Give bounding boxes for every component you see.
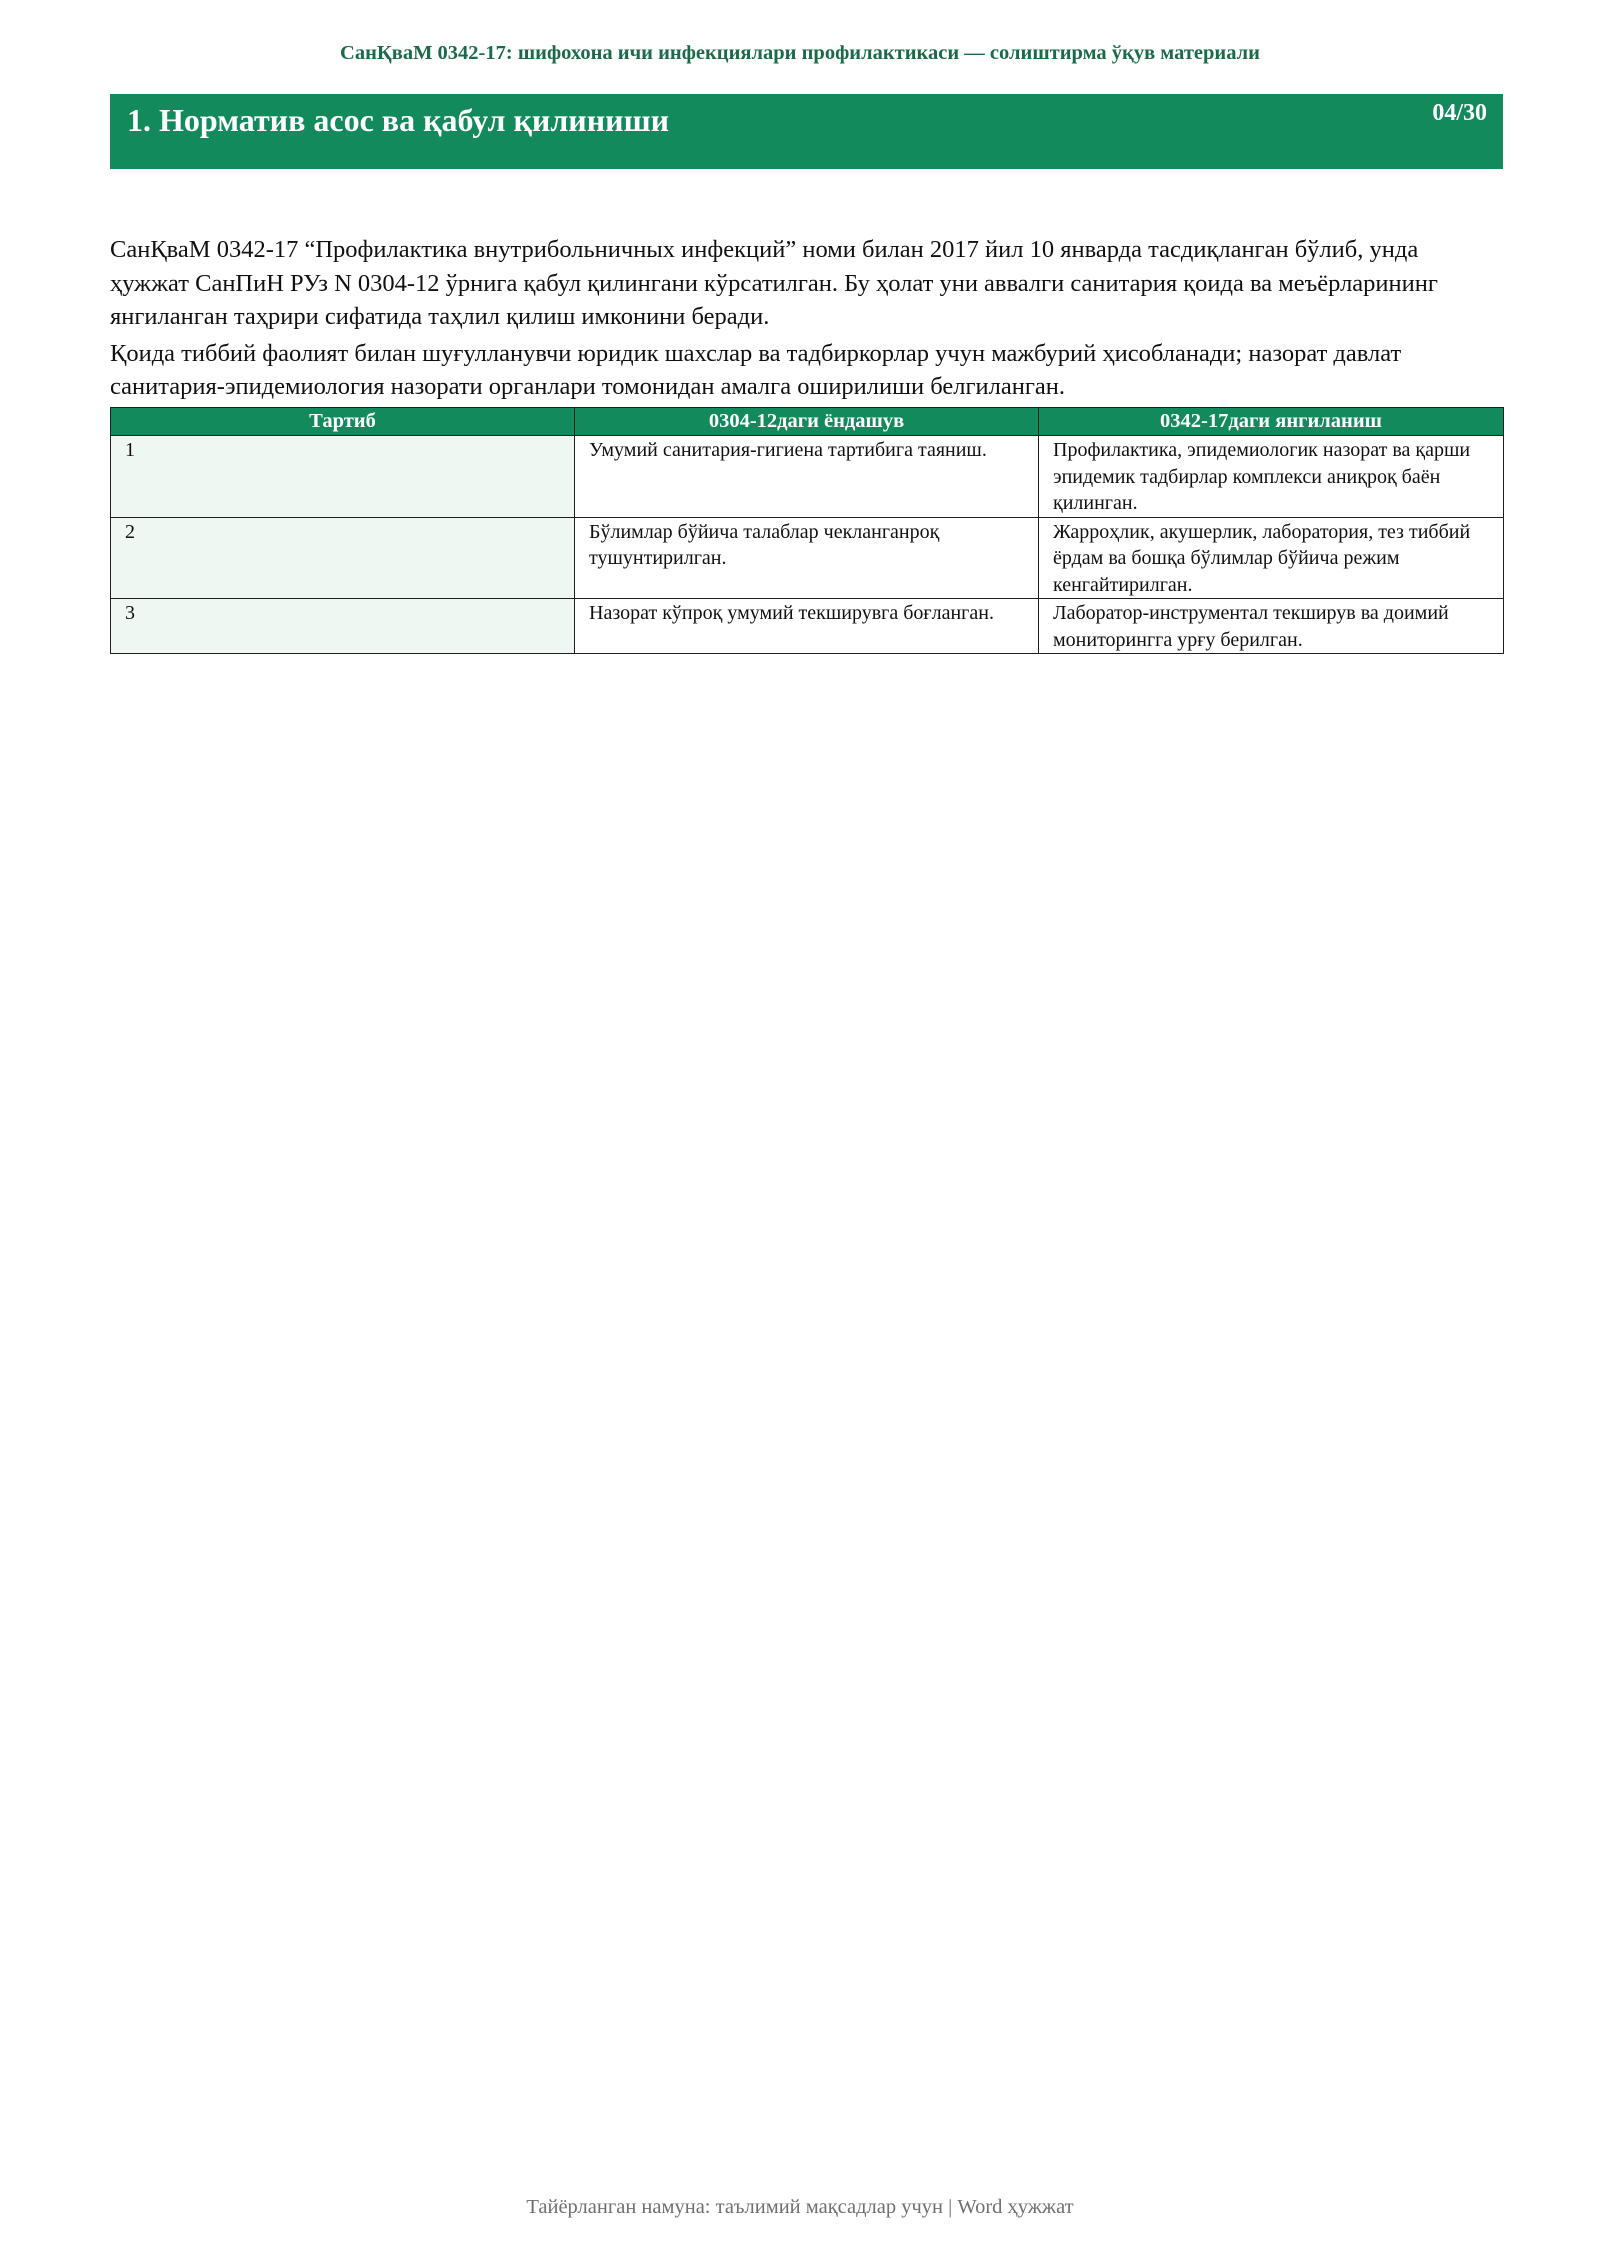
new-update-cell: Лаборатор-инструментал текширув ва доимий мониторингга урғу берилган. — [1039, 599, 1504, 654]
section-title: 1. Норматив асос ва қабул қилиниши — [127, 102, 670, 138]
page-number: 04/30 — [1432, 100, 1487, 126]
new-update-cell: Жарроҳлик, акушерлик, лаборатория, тез тиббий ёрдам ва бошқа бўлимлар бўйича режим кенгайтирилган. — [1039, 517, 1504, 599]
column-header-order: Тартиб — [111, 408, 575, 436]
order-cell: 1 — [111, 436, 575, 518]
paragraph: СанҚваМ 0342-17 “Профилактика внутрибольничных инфекций” номи билан 2017 йил 10 январда тасдиқланган бўлиб, унда ҳужжат СанПиН РУз N 0304-12 ўрнига қабул қилингани кўрсатилган. Бу ҳолат уни аввалги санитария қоида ва меъёрларининг янгиланган таҳрири сифатида таҳлил қилиш имконини беради. — [110, 236, 1438, 330]
new-update-cell: Профилактика, эпидемиологик назорат ва қарши эпидемик тадбирлар комплекси аниқроқ баён қилинган. — [1039, 436, 1504, 518]
column-header-new-update: 0342-17даги янгиланиш — [1039, 408, 1504, 436]
paragraph: Қоида тиббий фаолият билан шуғулланувчи юридик шахслар ва тадбиркорлар учун мажбурий ҳисобланади; назорат давлат санитария-эпидемиология назорати органлари томонидан амалга оширилиши белгиланган. — [110, 339, 1402, 400]
running-footer: Тайёрланган намуна: таълимий мақсадлар учун | Word ҳужжат — [526, 2196, 1074, 2218]
table-row — [111, 517, 1504, 599]
table-row — [111, 599, 1504, 654]
running-header: СанҚваМ 0342-17: шифохона ичи инфекциялари профилактикаси — солиштирма ўқув материали — [340, 42, 1260, 64]
order-cell: 3 — [111, 599, 575, 654]
column-header-old-approach: 0304-12даги ёндашув — [575, 408, 1039, 436]
table-row — [111, 436, 1504, 518]
order-cell: 2 — [111, 517, 575, 599]
old-approach-cell: Умумий санитария-гигиена тартибига таяниш. — [575, 436, 1039, 518]
old-approach-cell: Бўлимлар бўйича талаблар чекланганроқ тушунтирилган. — [575, 517, 1039, 599]
section-heading-band — [110, 94, 1503, 169]
comparison-table — [110, 407, 1504, 654]
old-approach-cell: Назорат кўпроқ умумий текширувга боғланган. — [575, 599, 1039, 654]
body-text — [110, 233, 1503, 407]
table-header-row — [111, 408, 1504, 436]
